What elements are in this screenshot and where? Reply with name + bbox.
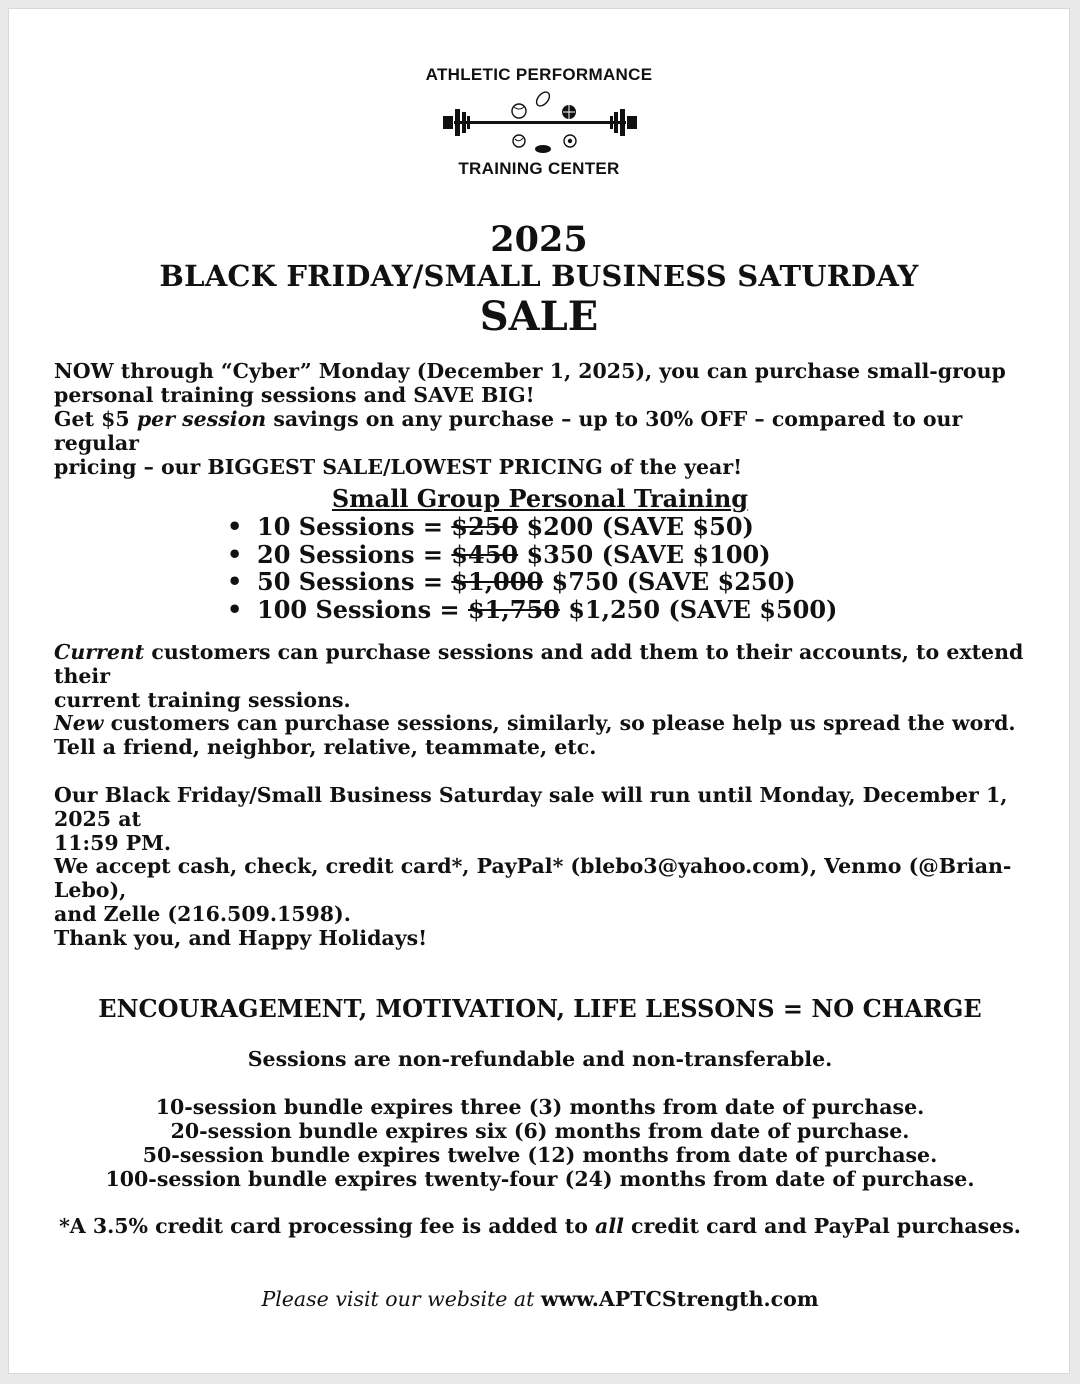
old-price: $1,000	[451, 567, 544, 597]
package-label: 10 Sessions =	[257, 512, 452, 541]
new-price: $1,250 (SAVE $500)	[559, 594, 838, 624]
paragraph-line: current training sessions.	[54, 688, 351, 712]
intro-italic: per session	[136, 407, 267, 431]
intro-line	[54, 407, 1044, 455]
nonrefundable-line: Sessions are non-refundable and non-transferable.	[247, 1047, 833, 1071]
website-footer	[9, 1287, 1071, 1311]
barbell-sports-icon	[439, 85, 641, 157]
year-heading: 2025	[490, 219, 588, 260]
bullet: •	[227, 512, 243, 541]
deadline-paragraph	[54, 783, 1044, 855]
logo-top-text: ATHLETIC PERFORMANCE	[425, 65, 653, 84]
package-label: 50 Sessions =	[257, 567, 452, 597]
paragraph-line: 11:59 PM.	[54, 831, 172, 855]
intro-line: pricing – our BIGGEST SALE/LOWEST PRICING of the year!	[54, 455, 743, 479]
paragraph-text: customers can purchase sessions and add them to their accounts, to extend their	[54, 640, 1024, 688]
expiry-line: 20-session bundle expires six (6) months from date of purchase.	[170, 1119, 910, 1143]
old-price: $450	[451, 539, 519, 569]
old-price: $250	[451, 512, 519, 541]
new-italic: New	[54, 711, 104, 735]
thanks-line: Thank you, and Happy Holidays!	[54, 926, 428, 950]
fee-text: credit card and PayPal purchases.	[623, 1214, 1021, 1238]
intro-text: Get $5	[54, 407, 137, 431]
current-customers-paragraph	[54, 640, 1044, 712]
sale-word: SALE	[479, 293, 599, 340]
packages-title: Small Group Personal Training	[331, 484, 749, 513]
bullet: •	[227, 539, 243, 569]
paragraph-line	[54, 711, 1044, 735]
new-customers-paragraph	[54, 711, 1044, 759]
paragraph-line	[54, 640, 1044, 688]
old-price: $1,750	[467, 594, 560, 624]
intro-line: personal training sessions and SAVE BIG!	[54, 383, 535, 407]
package-item	[227, 541, 837, 569]
package-label: 20 Sessions =	[257, 539, 452, 569]
fee-text: *A 3.5% credit card processing fee is added to	[59, 1214, 596, 1238]
footer-text: Please visit our website at	[261, 1287, 541, 1311]
encouragement-line: ENCOURAGEMENT, MOTIVATION, LIFE LESSONS = NO CHARGE	[98, 994, 982, 1023]
new-price: $200 (SAVE $50)	[518, 512, 754, 541]
intro-text: savings on any purchase – up to 30% OFF – compared to our regular	[54, 407, 963, 455]
flyer-page	[8, 8, 1070, 1374]
website-link[interactable]: www.APTCStrength.com	[540, 1287, 819, 1311]
package-label: 100 Sessions =	[257, 594, 468, 624]
expiry-line: 10-session bundle expires three (3) months from date of purchase.	[155, 1095, 925, 1119]
expiry-line: 100-session bundle expires twenty-four (24) months from date of purchase.	[105, 1167, 975, 1191]
paragraph-text: customers can purchase sessions, similarly, so please help us spread the word.	[103, 711, 1016, 735]
paragraph-line: Tell a friend, neighbor, relative, teammate, etc.	[54, 735, 597, 759]
packages-list	[227, 513, 837, 623]
intro-line: NOW through “Cyber” Monday (December 1, 2025), you can purchase small-group	[54, 359, 1006, 383]
package-item	[227, 568, 837, 596]
current-italic: Current	[54, 640, 145, 664]
expiry-list	[9, 1095, 1071, 1191]
logo-bottom-text: TRAINING CENTER	[458, 159, 620, 178]
paragraph-line: We accept cash, check, credit card*, PayPal* (blebo3@yahoo.com), Venmo (@Brian-Lebo),	[54, 854, 1012, 902]
expiry-line: 50-session bundle expires twelve (12) months from date of purchase.	[142, 1143, 938, 1167]
sale-title: BLACK FRIDAY/SMALL BUSINESS SATURDAY	[159, 259, 919, 293]
new-price: $750 (SAVE $250)	[543, 567, 796, 597]
fee-note	[9, 1214, 1071, 1238]
intro-paragraph	[54, 359, 1044, 479]
paragraph-line: Our Black Friday/Small Business Saturday sale will run until Monday, December 1, 2025 at	[54, 783, 1008, 831]
paragraph-line: and Zelle (216.509.1598).	[54, 902, 351, 926]
payment-paragraph	[54, 854, 1044, 926]
package-item	[227, 596, 837, 624]
bullet: •	[227, 567, 243, 597]
package-item	[227, 513, 837, 541]
bullet: •	[227, 594, 243, 624]
new-price: $350 (SAVE $100)	[518, 539, 771, 569]
fee-italic: all	[595, 1214, 624, 1238]
